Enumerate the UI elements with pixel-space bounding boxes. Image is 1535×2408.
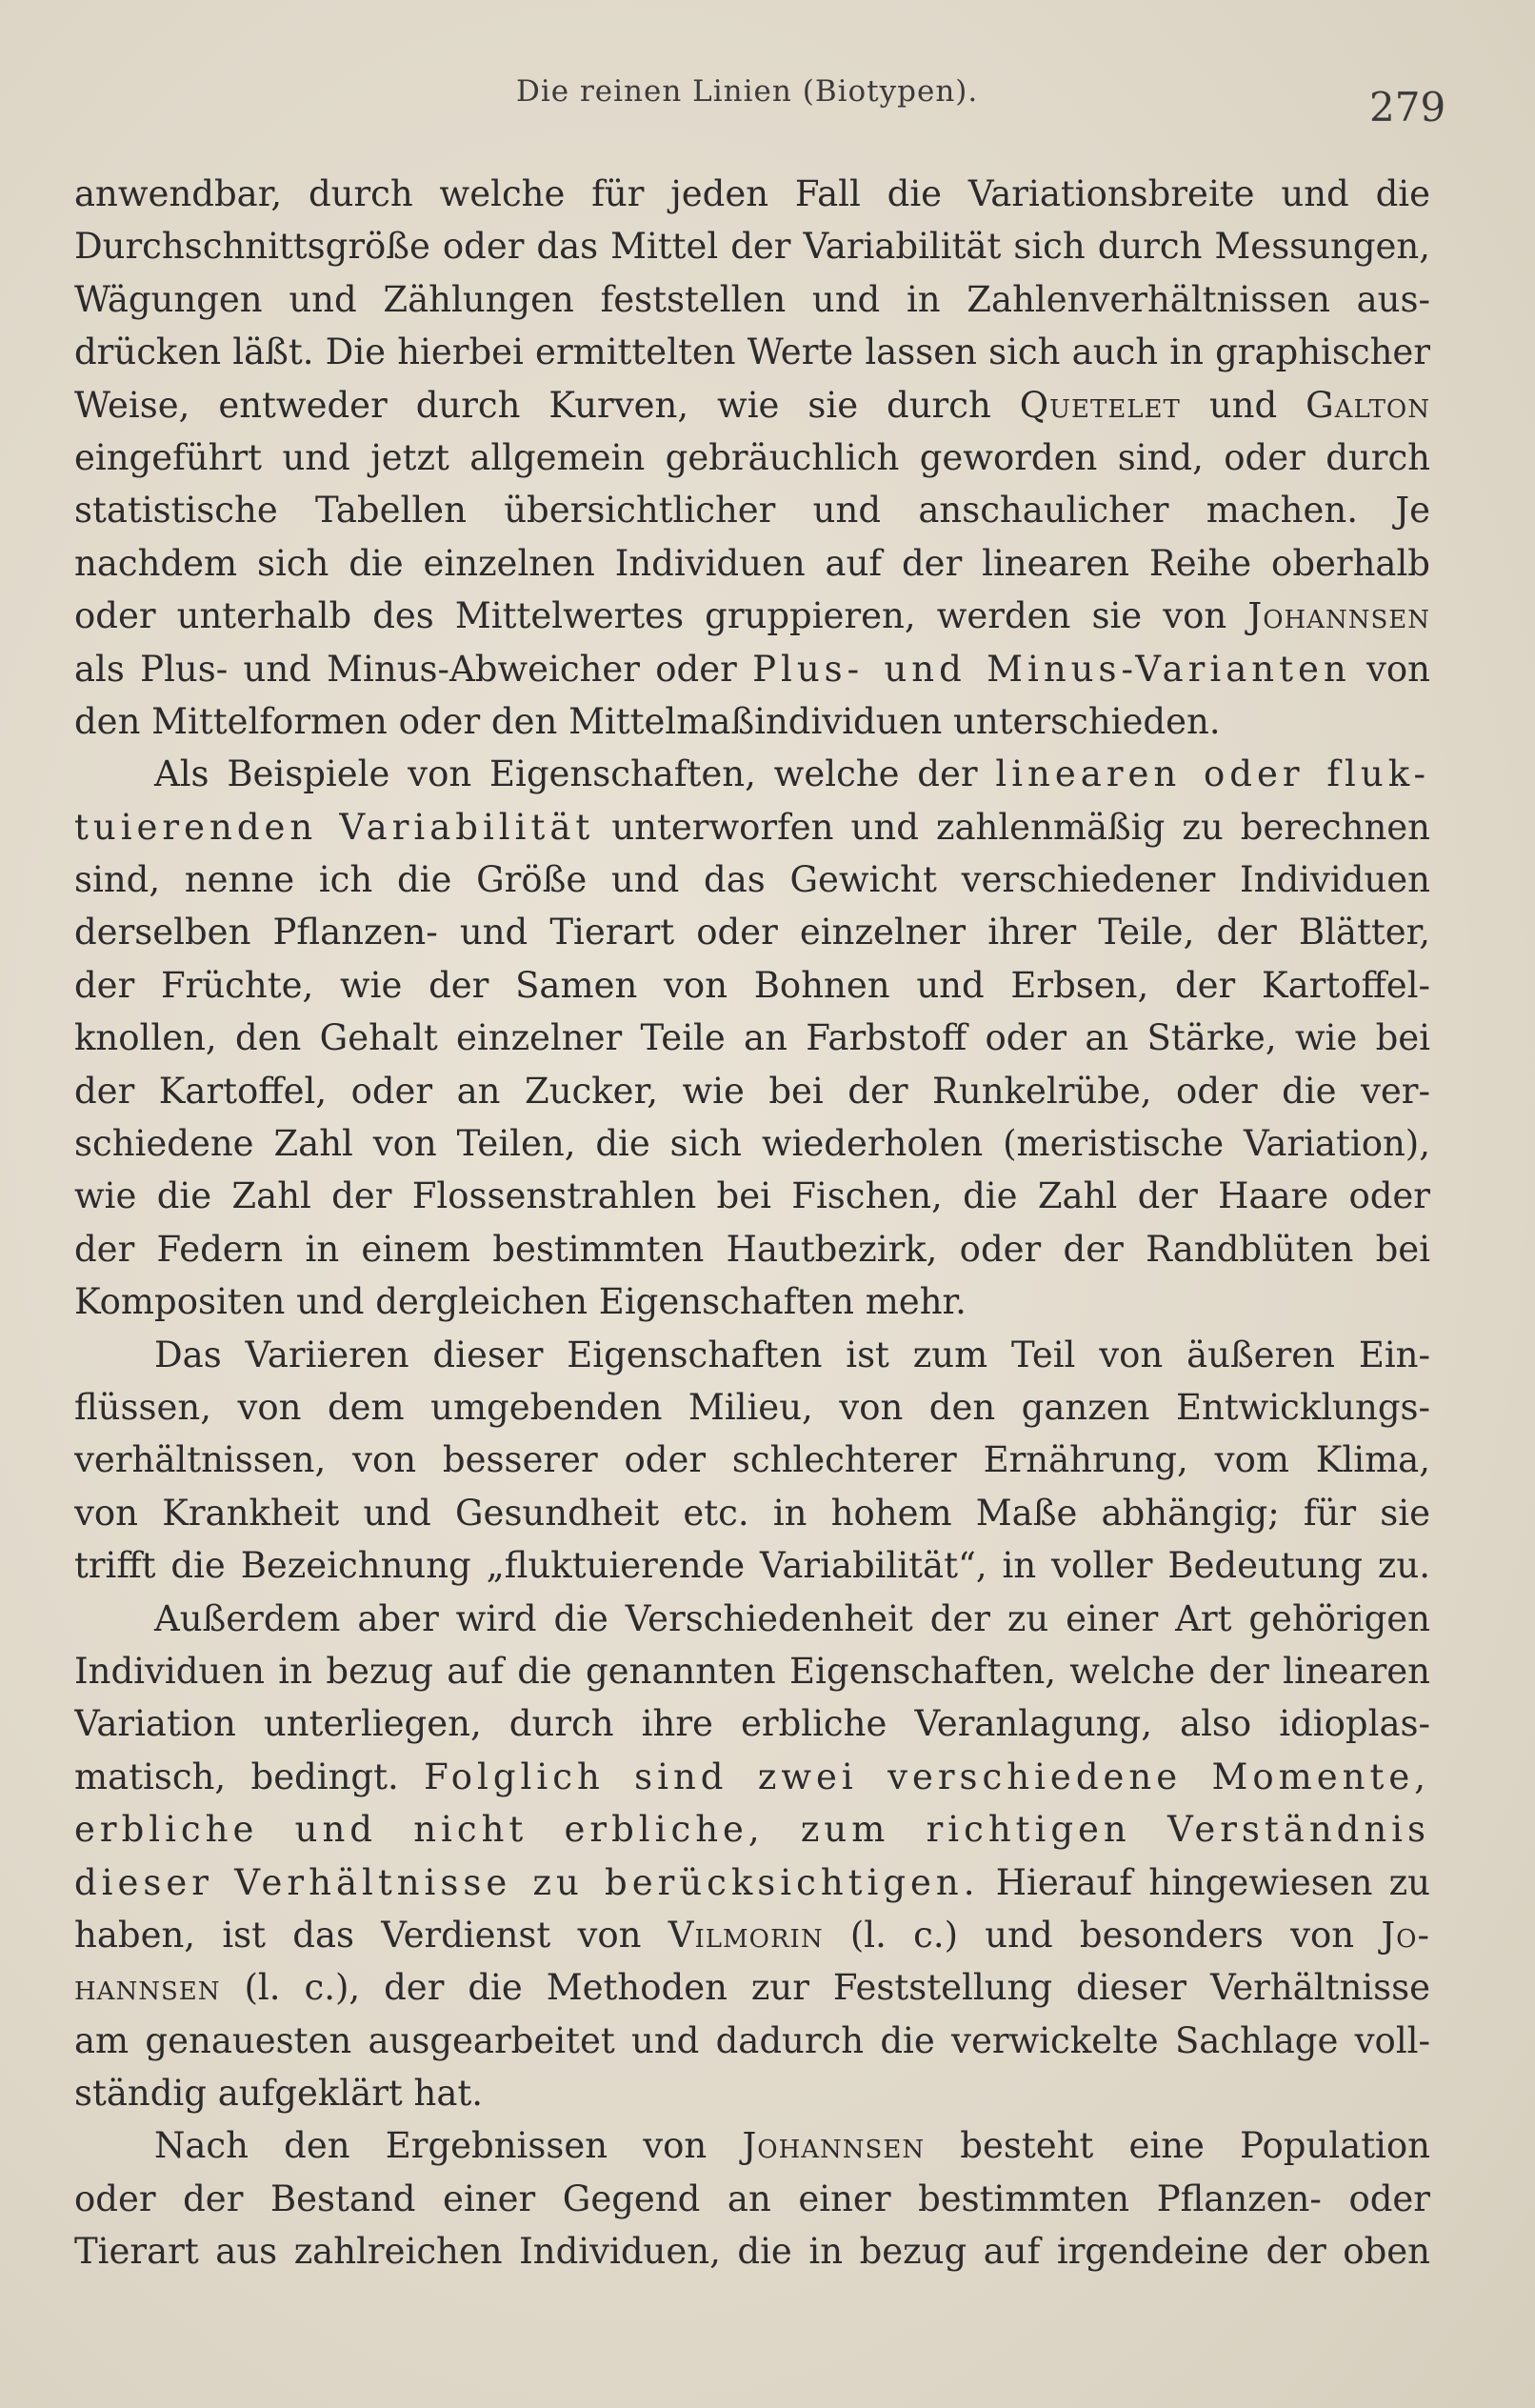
spaced-emphasis: dieser Verhältnisse zu berücksichtigen. xyxy=(74,1861,980,1903)
spaced-emphasis: tuierenden Variabilität xyxy=(74,806,595,848)
text-run: am genauesten ausgearbeitet und dadurch die verwickelte Sachlage voll- xyxy=(74,2019,1430,2061)
text-run: Tierart aus zahlreichen Individuen, die in bezug auf irgendeine der oben xyxy=(74,2231,1430,2273)
text-run: Nach den Ergebnissen von xyxy=(154,2125,743,2167)
text-run: derselben Pflanzen- und Tierart oder einzelner ihrer Teile, der Blätter, xyxy=(74,912,1430,953)
text-run: den Mittelformen oder den Mittelmaßindividuen unterschieden. xyxy=(74,700,1221,742)
author-name: Johannsen xyxy=(742,2125,926,2167)
text-run: als Plus- und Minus-Abweicher oder xyxy=(74,648,753,690)
text-run: Das Variieren dieser Eigenschaften ist zum Teil von äußeren Ein- xyxy=(154,1334,1430,1375)
author-name: Vilmorin xyxy=(668,1914,824,1956)
text-run: eingeführt und jetzt allgemein gebräuchlich geworden sind, oder durch xyxy=(74,436,1430,478)
spaced-emphasis: linearen oder fluk- xyxy=(995,753,1430,795)
text-run: Individuen in bezug auf die genannten Eigenschaften, welche der linearen xyxy=(74,1650,1430,1692)
text-run: der Früchte, wie der Samen von Bohnen und Erbsen, der Kartoffel- xyxy=(74,964,1430,1006)
running-head-title: Die reinen Linien (Biotypen). xyxy=(516,74,979,109)
text-run: (l. c.) und besonders von xyxy=(823,1914,1382,1956)
text-line xyxy=(74,695,1430,748)
text-run: knollen, den Gehalt einzelner Teile an Farbstoff oder an Stärke, wie bei xyxy=(74,1017,1430,1059)
text-line xyxy=(74,1909,1430,1961)
text-line xyxy=(74,1329,1430,1381)
text-line xyxy=(74,168,1430,220)
author-name: hannsen xyxy=(74,1967,221,2009)
text-run: verhältnissen, von besserer oder schlechterer Ernährung, vom Klima, xyxy=(74,1439,1430,1481)
text-line xyxy=(74,1645,1430,1697)
text-line xyxy=(74,431,1430,484)
text-line xyxy=(74,1539,1430,1592)
running-head xyxy=(0,74,1535,130)
text-run: oder der Bestand einer Gegend an einer bestimmten Pflanzen- oder xyxy=(74,2177,1430,2219)
text-run: besteht eine Population xyxy=(925,2125,1430,2167)
spaced-emphasis: Plus- und Minus-Varianten xyxy=(752,648,1351,690)
page-number: 279 xyxy=(1369,84,1446,130)
text-run: der Federn in einem bestimmten Hautbezirk, oder der Randblüten bei xyxy=(74,1228,1430,1270)
text-line xyxy=(74,1170,1430,1222)
text-run: nachdem sich die einzelnen Individuen auf der linearen Reihe oberhalb xyxy=(74,542,1430,584)
text-line xyxy=(74,853,1430,906)
text-run: unterworfen und zahlenmäßig zu berechnen xyxy=(594,806,1430,848)
text-run: statistische Tabellen übersichtlicher und anschaulicher machen. Je xyxy=(74,490,1430,532)
text-run: anwendbar, durch welche für jeden Fall die Variationsbreite und die xyxy=(74,173,1430,214)
text-run: flüssen, von dem umgebenden Milieu, von den ganzen Entwicklungs- xyxy=(74,1386,1430,1428)
text-line xyxy=(74,1012,1430,1064)
text-line xyxy=(74,1434,1430,1486)
author-name: Jo- xyxy=(1381,1914,1430,1956)
text-line xyxy=(74,2173,1430,2225)
text-run: wie die Zahl der Flossenstrahlen bei Fischen, die Zahl der Haare oder xyxy=(74,1175,1430,1217)
text-run: Durchschnittsgröße oder das Mittel der Variabilität sich durch Messungen, xyxy=(74,226,1430,268)
text-run: Wägungen und Zählungen feststellen und in Zahlenverhältnissen aus- xyxy=(74,278,1430,320)
author-name: Galton xyxy=(1306,384,1430,426)
author-name: Quetelet xyxy=(1019,384,1181,426)
text-line xyxy=(74,2015,1430,2067)
text-run: Variation unterliegen, durch ihre erbliche Veranlagung, also idioplas- xyxy=(74,1703,1430,1745)
text-run: von xyxy=(1350,648,1430,690)
text-run: Außerdem aber wird die Verschiedenheit der zu einer Art gehörigen xyxy=(154,1597,1430,1639)
text-run: Kompositen und dergleichen Eigenschaften mehr. xyxy=(74,1281,967,1323)
text-run: der Kartoffel, oder an Zucker, wie bei der Runkelrübe, oder die ver- xyxy=(74,1070,1430,1112)
text-line xyxy=(74,1803,1430,1856)
text-line xyxy=(74,1065,1430,1117)
text-line xyxy=(74,326,1430,378)
text-run: matisch, bedingt. xyxy=(74,1756,425,1797)
text-line xyxy=(74,2119,1430,2172)
text-line xyxy=(74,590,1430,642)
text-run: und xyxy=(1180,384,1306,426)
spaced-emphasis: Folglich sind zwei verschiedene Momente, xyxy=(424,1756,1430,1797)
spaced-emphasis: erbliche und nicht erbliche, zum richtigen Verständnis xyxy=(74,1809,1430,1851)
text-line xyxy=(74,2067,1430,2119)
text-line xyxy=(74,379,1430,431)
text-line xyxy=(74,1593,1430,1645)
text-line xyxy=(74,2225,1430,2278)
text-run: haben, ist das Verdienst von xyxy=(74,1914,668,1956)
text-run: schiedene Zahl von Teilen, die sich wiederholen (meristische Variation), xyxy=(74,1123,1430,1165)
text-line xyxy=(74,906,1430,958)
text-run: Weise, entweder durch Kurven, wie sie durch xyxy=(74,384,1020,426)
text-run: (l. c.), der die Methoden zur Feststellung dieser Verhältnisse xyxy=(220,1967,1430,2009)
text-line xyxy=(74,1275,1430,1328)
text-line xyxy=(74,748,1430,800)
author-name: Johannsen xyxy=(1247,595,1430,637)
text-run: von Krankheit und Gesundheit etc. in hohem Maße abhängig; für sie xyxy=(74,1492,1430,1534)
text-line xyxy=(74,273,1430,326)
text-line xyxy=(74,1751,1430,1803)
text-line xyxy=(74,1381,1430,1434)
text-line xyxy=(74,643,1430,695)
text-line xyxy=(74,1697,1430,1750)
body-text xyxy=(74,168,1430,2358)
text-line xyxy=(74,220,1430,272)
text-run: drücken läßt. Die hierbei ermittelten Werte lassen sich auch in graphischer xyxy=(74,331,1430,373)
text-line xyxy=(74,484,1430,536)
text-run: oder unterhalb des Mittelwertes gruppieren, werden sie von xyxy=(74,595,1248,637)
text-line xyxy=(74,1223,1430,1275)
text-line xyxy=(74,1487,1430,1539)
text-run: sind, nenne ich die Größe und das Gewicht verschiedener Individuen xyxy=(74,859,1430,901)
text-line xyxy=(74,1961,1430,2014)
text-line xyxy=(74,1117,1430,1170)
text-line xyxy=(74,801,1430,853)
text-run: ständig aufgeklärt hat. xyxy=(74,2073,484,2115)
text-line xyxy=(74,537,1430,590)
text-line xyxy=(74,959,1430,1012)
text-run: Hierauf hingewiesen zu xyxy=(979,1861,1430,1903)
text-line xyxy=(74,1856,1430,1909)
text-run: Als Beispiele von Eigenschaften, welche der xyxy=(154,753,996,795)
text-run: trifft die Bezeichnung „fluktuierende Variabilität“, in voller Bedeutung zu. xyxy=(74,1545,1430,1587)
